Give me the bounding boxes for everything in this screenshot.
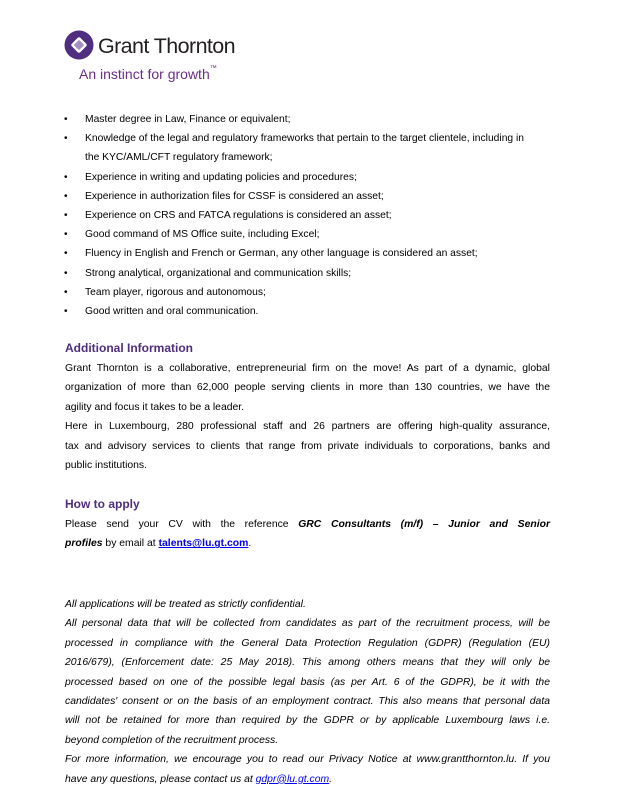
list-item: • Strong analytical, organizational and communication skills; xyxy=(64,267,352,279)
list-item: • Knowledge of the legal and regulatory frameworks that pertain to the target clientele, including in xyxy=(64,133,525,145)
list-item: • Experience in authorization files for CSSF is considered an asset; xyxy=(64,190,384,202)
additional-information-text: Grant Thornton is a collaborative, entrepreneurial firm on the move! As part of a dynamic, global organization of more than 62,000 people serving clients in more than 130 countries, we have the agility and focus it takes to be a leader. Here in Luxembourg, 280 professional staff and 26 partners are offering high-quality assurance, tax and advisory services to clients that range from private individuals to corporations, banks and public institutions. xyxy=(65,363,550,472)
logo-mark-icon xyxy=(64,30,94,60)
application-email-link[interactable]: talents@lu.gt.com xyxy=(158,538,249,550)
job-reference: GRC Consultants (m/f) – Junior and Senior xyxy=(298,519,550,530)
list-item: • Team player, rigorous and autonomous; xyxy=(64,286,266,298)
list-item: • Good written and oral communication. xyxy=(64,306,259,318)
brand-name: Grant Thornton xyxy=(98,34,236,58)
additional-information-heading: Additional Information xyxy=(65,341,193,355)
gdpr-email-link[interactable]: gdpr@lu.gt.com xyxy=(255,773,330,785)
list-item: • Fluency in English and French or German, any other language is considered an asset; xyxy=(64,248,478,260)
list-item: • Good command of MS Office suite, including Excel; xyxy=(64,229,320,241)
grant-thornton-logo xyxy=(64,28,264,88)
list-item: • Experience on CRS and FATCA regulations is considered an asset; xyxy=(64,210,392,222)
list-item: • Experience in writing and updating policies and procedures; xyxy=(64,171,357,183)
list-item: • Master degree in Law, Finance or equivalent; xyxy=(64,114,291,125)
how-to-apply-heading: How to apply xyxy=(65,497,140,511)
how-to-apply-text: Please send your CV with the reference GRC Consultants (m/f) – Junior and Senior profiles by email at talents@lu.gt.com. xyxy=(65,519,550,550)
list-item-continuation: the KYC/AML/CFT regulatory framework; xyxy=(85,152,273,164)
privacy-notice-text: All applications will be treated as strictly confidential. All personal data that will be collected from candidates as part of the recruitment process, will be processed in compliance with the General Data Protection Regulation (GDPR) (Regulation (EU) 2016/679), (Enforcement date: 25 May 2018). This among others means that they will only be processed based on one of the possible legal basis (as per Art. 6 of the GDPR), be it with the candidates' consent or on the basis of an employment contract. This also means that personal data will not be retained for more than required by the GDPR or by applicable Luxembourg laws i.e. beyond completion of the recruitment process. For more information, we encourage you to read our Privacy Notice at www.grantthornton.lu. If you have any questions, please contact us at gdpr@lu.gt.com. xyxy=(65,599,550,785)
requirements-list xyxy=(64,110,554,321)
tagline: An instinct for growth™ xyxy=(79,65,217,82)
